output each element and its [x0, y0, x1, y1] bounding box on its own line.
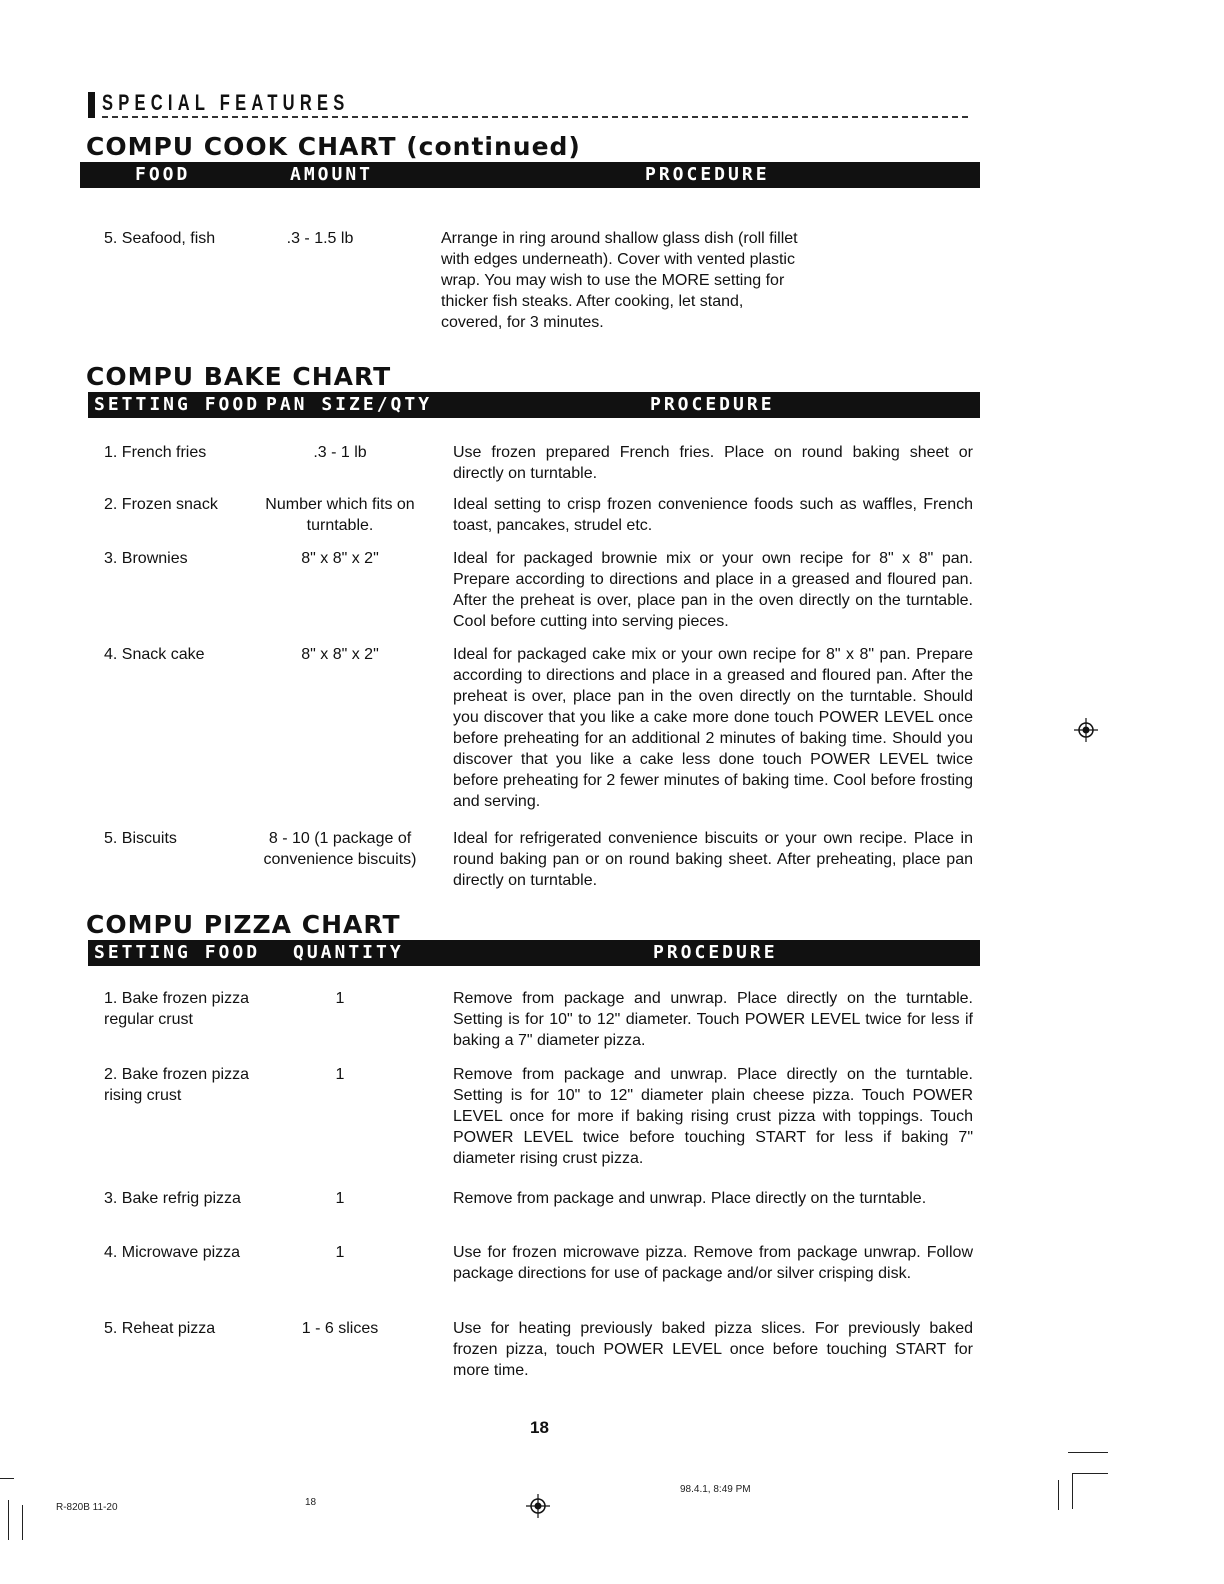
- crop-mark: [1072, 1473, 1108, 1474]
- procedure-cell: Ideal for refrigerated convenience biscuits or your own recipe. Place in round baking pan or on round baking sheet. After preheating, place pan directly on turntable.: [453, 830, 973, 889]
- pizza-chart-title: COMPU PIZZA CHART: [86, 910, 401, 939]
- cook-chart: [80, 132, 980, 331]
- header-procedure: PROCEDURE: [653, 942, 778, 963]
- crop-mark: [1068, 1452, 1108, 1453]
- section-marker: [88, 92, 95, 118]
- header-food: SETTING FOOD: [94, 394, 261, 415]
- amount-cell: .3 - 1.5 lb: [286, 230, 354, 247]
- procedure-cell: Use for heating previously baked pizza slices. For previously baked frozen pizza, touch POWER LEVEL once before touching START for more time.: [453, 1320, 973, 1379]
- food-cell: 3. Brownies: [104, 550, 188, 567]
- procedure-cell: Ideal for packaged cake mix or your own recipe for 8" x 8" pan. Prepare according to directions and place in a greased and floured pan. After the preheat is over, place pan in the oven directly on the turntable. Should you discover that you like a cake more done touch POWER LEVEL once before preheating for an additional 2 minutes of baking time. Should you discover that you like a cake less done touch POWER LEVEL twice before preheating for 2 fewer minutes of baking time. Cool before frosting and serving.: [453, 646, 973, 810]
- header-amount: AMOUNT: [290, 164, 374, 185]
- header-food: FOOD: [135, 164, 191, 185]
- food-cell: 4. Snack cake: [104, 646, 205, 663]
- header-procedure: PROCEDURE: [650, 394, 775, 415]
- amount-cell: 8" x 8" x 2": [301, 646, 379, 663]
- bake-chart: [80, 362, 980, 889]
- amount-cell: 1: [335, 1190, 345, 1207]
- food-cell: 5. Reheat pizza: [104, 1320, 216, 1337]
- pizza-chart-header: [88, 940, 980, 966]
- cook-chart-header: [80, 162, 980, 188]
- header-amount: PAN SIZE/QTY: [266, 394, 433, 415]
- procedure-cell: Remove from package and unwrap. Place directly on the turntable. Setting is for 10" to 12" diameter plain cheese pizza. Touch POWER LEVEL once for more if baking rising crust pizza with toppings. Touch POWER LEVEL twice before touching START for less if baking 7" diameter rising crust pizza.: [453, 1066, 973, 1167]
- page-number: 18: [530, 1418, 549, 1437]
- crop-mark: [22, 1505, 23, 1540]
- small-page-number: 18: [305, 1497, 317, 1508]
- registration-mark-icon: [1074, 718, 1098, 742]
- procedure-cell: Use for frozen microwave pizza. Remove from package unwrap. Follow package directions for use of package and/or silver crisping disk.: [453, 1244, 973, 1282]
- food-cell: 4. Microwave pizza: [104, 1244, 241, 1261]
- crop-mark: [1072, 1473, 1073, 1509]
- procedure-cell: Use frozen prepared French fries. Place on round baking sheet or directly on turntable.: [453, 444, 973, 482]
- model-code: R-820B 11-20: [56, 1502, 118, 1513]
- procedure-cell: Remove from package and unwrap. Place directly on the turntable. Setting is for 10" to 12" diameter. Touch POWER LEVEL twice for less if baking a 7" diameter pizza.: [453, 990, 973, 1049]
- procedure-cell: Remove from package and unwrap. Place directly on the turntable.: [453, 1190, 927, 1207]
- procedure-cell: Ideal setting to crisp frozen convenience foods such as waffles, French toast, pancakes, strudel etc.: [453, 496, 973, 534]
- crop-mark: [8, 1500, 9, 1540]
- amount-cell: 8" x 8" x 2": [301, 550, 379, 567]
- section-divider: [102, 116, 968, 118]
- amount-cell: 1: [335, 1066, 345, 1083]
- amount-cell: .3 - 1 lb: [313, 444, 367, 461]
- bake-chart-header: [88, 392, 980, 418]
- procedure-cell: Arrange in ring around shallow glass dish (roll fillet with edges underneath). Cover with vented plastic wrap. You may wish to use the MORE setting for thicker fish steaks. After cooking, let stand, covered, for 3 minutes.: [441, 230, 798, 331]
- crop-mark: [1058, 1480, 1059, 1510]
- food-cell: 2. Frozen snack: [104, 496, 218, 513]
- bake-chart-title: COMPU BAKE CHART: [86, 362, 392, 391]
- registration-mark-icon: [526, 1494, 550, 1518]
- food-cell: 1. Bake frozen pizza regular crust: [104, 990, 249, 1028]
- section-title: SPECIAL FEATURES: [102, 90, 350, 115]
- crop-mark: [0, 1478, 14, 1479]
- amount-cell: 8 - 10 (1 package of convenience biscuits): [263, 830, 417, 868]
- cook-chart-title: COMPU COOK CHART (continued): [86, 132, 581, 161]
- amount-cell: Number which fits on turntable.: [265, 496, 415, 534]
- amount-cell: 1 - 6 slices: [301, 1320, 379, 1337]
- food-cell: 5. Seafood, fish: [104, 230, 216, 247]
- section-header: [88, 84, 968, 124]
- print-timestamp: 98.4.1, 8:49 PM: [680, 1484, 751, 1495]
- header-procedure: PROCEDURE: [645, 164, 770, 185]
- header-food: SETTING FOOD: [94, 942, 261, 963]
- pizza-chart: [80, 910, 980, 1379]
- food-cell: 3. Bake refrig pizza: [104, 1190, 241, 1207]
- amount-cell: 1: [335, 990, 345, 1007]
- food-cell: 1. French fries: [104, 444, 207, 461]
- amount-cell: 1: [335, 1244, 345, 1261]
- food-cell: 5. Biscuits: [104, 830, 177, 847]
- header-amount: QUANTITY: [293, 942, 404, 963]
- procedure-cell: Ideal for packaged brownie mix or your own recipe for 8" x 8" pan. Prepare according to directions and place in a greased and floured pan. After the preheat is over, place pan in the oven directly on the turntable. Cool before cutting into serving pieces.: [453, 550, 973, 630]
- food-cell: 2. Bake frozen pizza rising crust: [104, 1066, 249, 1104]
